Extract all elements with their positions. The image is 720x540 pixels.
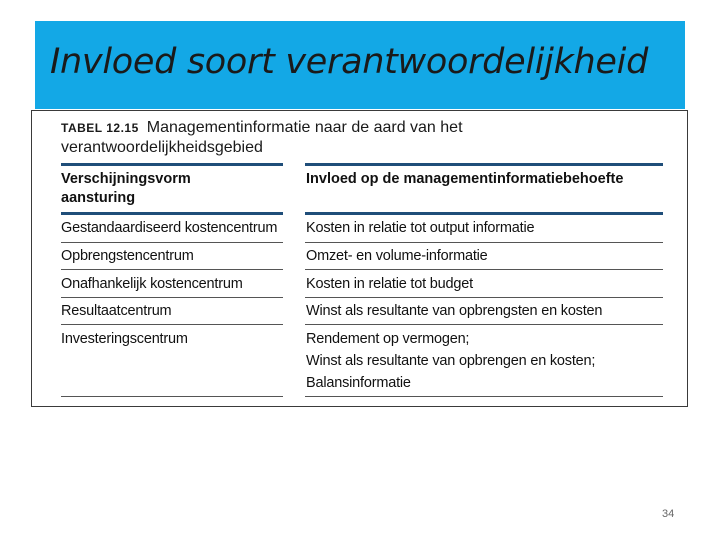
row-4-invloed: Winst als resultante van opbrengsten en kosten (306, 303, 603, 319)
header-top-rule-right (305, 163, 663, 166)
table-caption (61, 118, 621, 158)
row-5-vorm: Investeringscentrum (61, 331, 188, 347)
row-3-rule-left (61, 297, 283, 298)
row-4-vorm: Resultaatcentrum (61, 303, 172, 319)
row-5-rule-left (61, 396, 283, 397)
row-5-invloed-line-2: Winst als resultante van opbrengen en kosten; (306, 353, 596, 369)
table-label: TABEL 12.15 (61, 121, 139, 135)
row-1-vorm: Gestandaardiseerd kostencentrum (61, 220, 278, 236)
page-number: 34 (662, 508, 675, 520)
table-caption-text: Managementinformatie naar de aard van het verantwoordelijkheidsgebied (61, 119, 463, 156)
row-1-rule-left (61, 242, 283, 243)
row-2-vorm: Opbrengstencentrum (61, 248, 194, 264)
row-1-rule-right (305, 242, 663, 243)
row-1-invloed: Kosten in relatie tot output informatie (306, 220, 535, 236)
row-4-rule-left (61, 324, 283, 325)
row-2-invloed: Omzet- en volume-informatie (306, 248, 488, 264)
row-4-rule-right (305, 324, 663, 325)
row-2-rule-left (61, 269, 283, 270)
slide-title: Invloed soort verantwoordelijkheid (50, 42, 649, 82)
row-5-invloed-line-3: Balansinformatie (306, 375, 411, 391)
row-3-rule-right (305, 297, 663, 298)
row-5-rule-right (305, 396, 663, 397)
row-5-invloed-line-1: Rendement op vermogen; (306, 331, 470, 347)
row-3-vorm: Onafhankelijk kostencentrum (61, 276, 243, 292)
header-bottom-rule-right (305, 212, 663, 215)
header-bottom-rule-left (61, 212, 283, 215)
column-header-invloed: Invloed op de managementinformatiebehoefte (306, 171, 624, 187)
row-3-invloed: Kosten in relatie tot budget (306, 276, 473, 292)
row-2-rule-right (305, 269, 663, 270)
column-header-vorm: Verschijningsvorm aansturing (61, 171, 191, 206)
header-top-rule-left (61, 163, 283, 166)
